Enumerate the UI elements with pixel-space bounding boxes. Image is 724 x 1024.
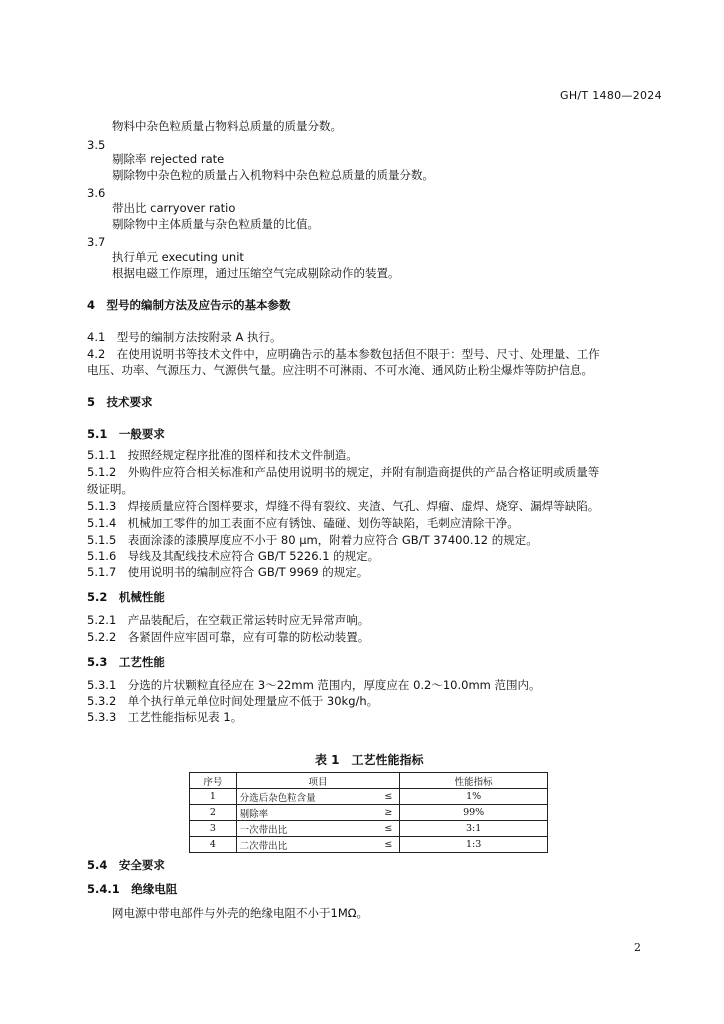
clause-5-1-7: 5.1.7 使用说明书的编制应符合 GB/T 9969 的规定。 xyxy=(87,565,369,579)
clause-5-4-1-text: 网电源中带电部件与外壳的绝缘电阻不小于1MΩ。 xyxy=(112,906,369,920)
table-row xyxy=(190,805,548,821)
clause-5-3-1: 5.3.1 分选的片状颗粒直径应在 3～22mm 范围内，厚度应在 0.2～10.0mm 范围内。 xyxy=(87,678,541,692)
term-3-5-title: 剔除率 rejected rate xyxy=(112,152,225,166)
table-1-title: 表 1 工艺性能指标 xyxy=(315,753,424,767)
term-3-6-number: 3.6 xyxy=(87,186,106,200)
section-5-4-heading: 5.4 安全要求 xyxy=(87,858,165,872)
section-5-1-heading: 5.1 一般要求 xyxy=(87,427,165,441)
row-value: 99% xyxy=(400,805,548,821)
term-3-6-title: 带出比 carryover ratio xyxy=(112,201,236,215)
row-value: 1:3 xyxy=(400,837,548,853)
row-no: 1 xyxy=(190,789,237,805)
clause-5-1-5: 5.1.5 表面涂漆的漆膜厚度应不小于 80 μm，附着力应符合 GB/T 37400.12 的规定。 xyxy=(87,533,538,547)
section-5-4-1-heading: 5.4.1 绝缘电阻 xyxy=(87,882,178,896)
term-3-5-number: 3.5 xyxy=(87,138,106,152)
table-row xyxy=(190,789,548,805)
clause-4-2-line-2: 电压、功率、气源压力、气源供气量。应注明不可淋雨、不可水淹、通风防止粉尘爆炸等防护信息。 xyxy=(87,363,593,377)
row-symbol: ≤ xyxy=(377,821,399,837)
clause-5-3-2: 5.3.2 单个执行单元单位时间处理量应不低于 30kg/h。 xyxy=(87,694,379,708)
section-5-3-heading: 5.3 工艺性能 xyxy=(87,655,165,669)
clause-5-1-2-line-1: 5.1.2 外购件应符合相关标准和产品使用说明书的规定，并附有制造商提供的产品合格证明或质量等 xyxy=(87,465,600,479)
row-no: 4 xyxy=(190,837,237,853)
row-symbol: ≤ xyxy=(377,789,399,805)
table-row xyxy=(190,837,548,853)
clause-5-2-2: 5.2.2 各紧固件应牢固可靠，应有可靠的防松动装置。 xyxy=(87,630,370,644)
clause-5-1-2-line-2: 级证明。 xyxy=(87,482,133,496)
term-3-7-number: 3.7 xyxy=(87,235,106,249)
page-number: 2 xyxy=(634,941,641,954)
clause-5-1-6: 5.1.6 导线及其配线技术应符合 GB/T 5226.1 的规定。 xyxy=(87,549,380,563)
row-value: 3:1 xyxy=(400,821,548,837)
header-no: 序号 xyxy=(190,773,237,789)
header-item: 项目 xyxy=(236,773,400,789)
performance-table xyxy=(189,772,548,853)
term-3-6-definition: 剔除物中主体质量与杂色粒质量的比值。 xyxy=(112,217,319,231)
row-item: 一次带出比 xyxy=(236,821,377,837)
clause-5-1-3: 5.1.3 焊接质量应符合图样要求，焊缝不得有裂纹、夹渣、气孔、焊瘤、虚焊、烧穿、漏焊等缺陷。 xyxy=(87,499,600,513)
clause-5-2-1: 5.2.1 产品装配后，在空载正常运转时应无异常声响。 xyxy=(87,613,370,627)
term-3-7-definition: 根据电磁工作原理，通过压缩空气完成剔除动作的装置。 xyxy=(112,266,400,280)
section-4-heading: 4 型号的编制方法及应告示的基本参数 xyxy=(87,298,291,312)
row-item: 剔除率 xyxy=(236,805,377,821)
clause-5-1-1: 5.1.1 按照经规定程序批准的图样和技术文件制造。 xyxy=(87,448,358,462)
header-value: 性能指标 xyxy=(400,773,548,789)
table-row xyxy=(190,821,548,837)
clause-5-3-3: 5.3.3 工艺性能指标见表 1。 xyxy=(87,710,243,724)
clause-4-2-line-1: 4.2 在使用说明书等技术文件中，应明确告示的基本参数包括但不限于：型号、尺寸、处理量、工作 xyxy=(87,347,600,361)
section-5-2-heading: 5.2 机械性能 xyxy=(87,590,165,604)
term-3-4-definition-tail: 物料中杂色粒质量占物料总质量的质量分数。 xyxy=(112,119,342,133)
row-no: 2 xyxy=(190,805,237,821)
row-item: 二次带出比 xyxy=(236,837,377,853)
term-3-5-definition: 剔除物中杂色粒的质量占入机物料中杂色粒总质量的质量分数。 xyxy=(112,168,434,182)
row-value: 1% xyxy=(400,789,548,805)
term-3-7-title: 执行单元 executing unit xyxy=(112,250,244,264)
row-no: 3 xyxy=(190,821,237,837)
row-item: 分选后杂色粒含量 xyxy=(236,789,377,805)
standard-code: GH/T 1480—2024 xyxy=(560,89,662,102)
clause-4-1: 4.1 型号的编制方法按附录 A 执行。 xyxy=(87,330,282,344)
section-5-heading: 5 技术要求 xyxy=(87,395,153,409)
row-symbol: ≤ xyxy=(377,837,399,853)
clause-5-1-4: 5.1.4 机械加工零件的加工表面不应有锈蚀、磕碰、划伤等缺陷，毛刺应清除干净。 xyxy=(87,516,519,530)
row-symbol: ≥ xyxy=(377,805,399,821)
table-header-row xyxy=(190,773,548,789)
